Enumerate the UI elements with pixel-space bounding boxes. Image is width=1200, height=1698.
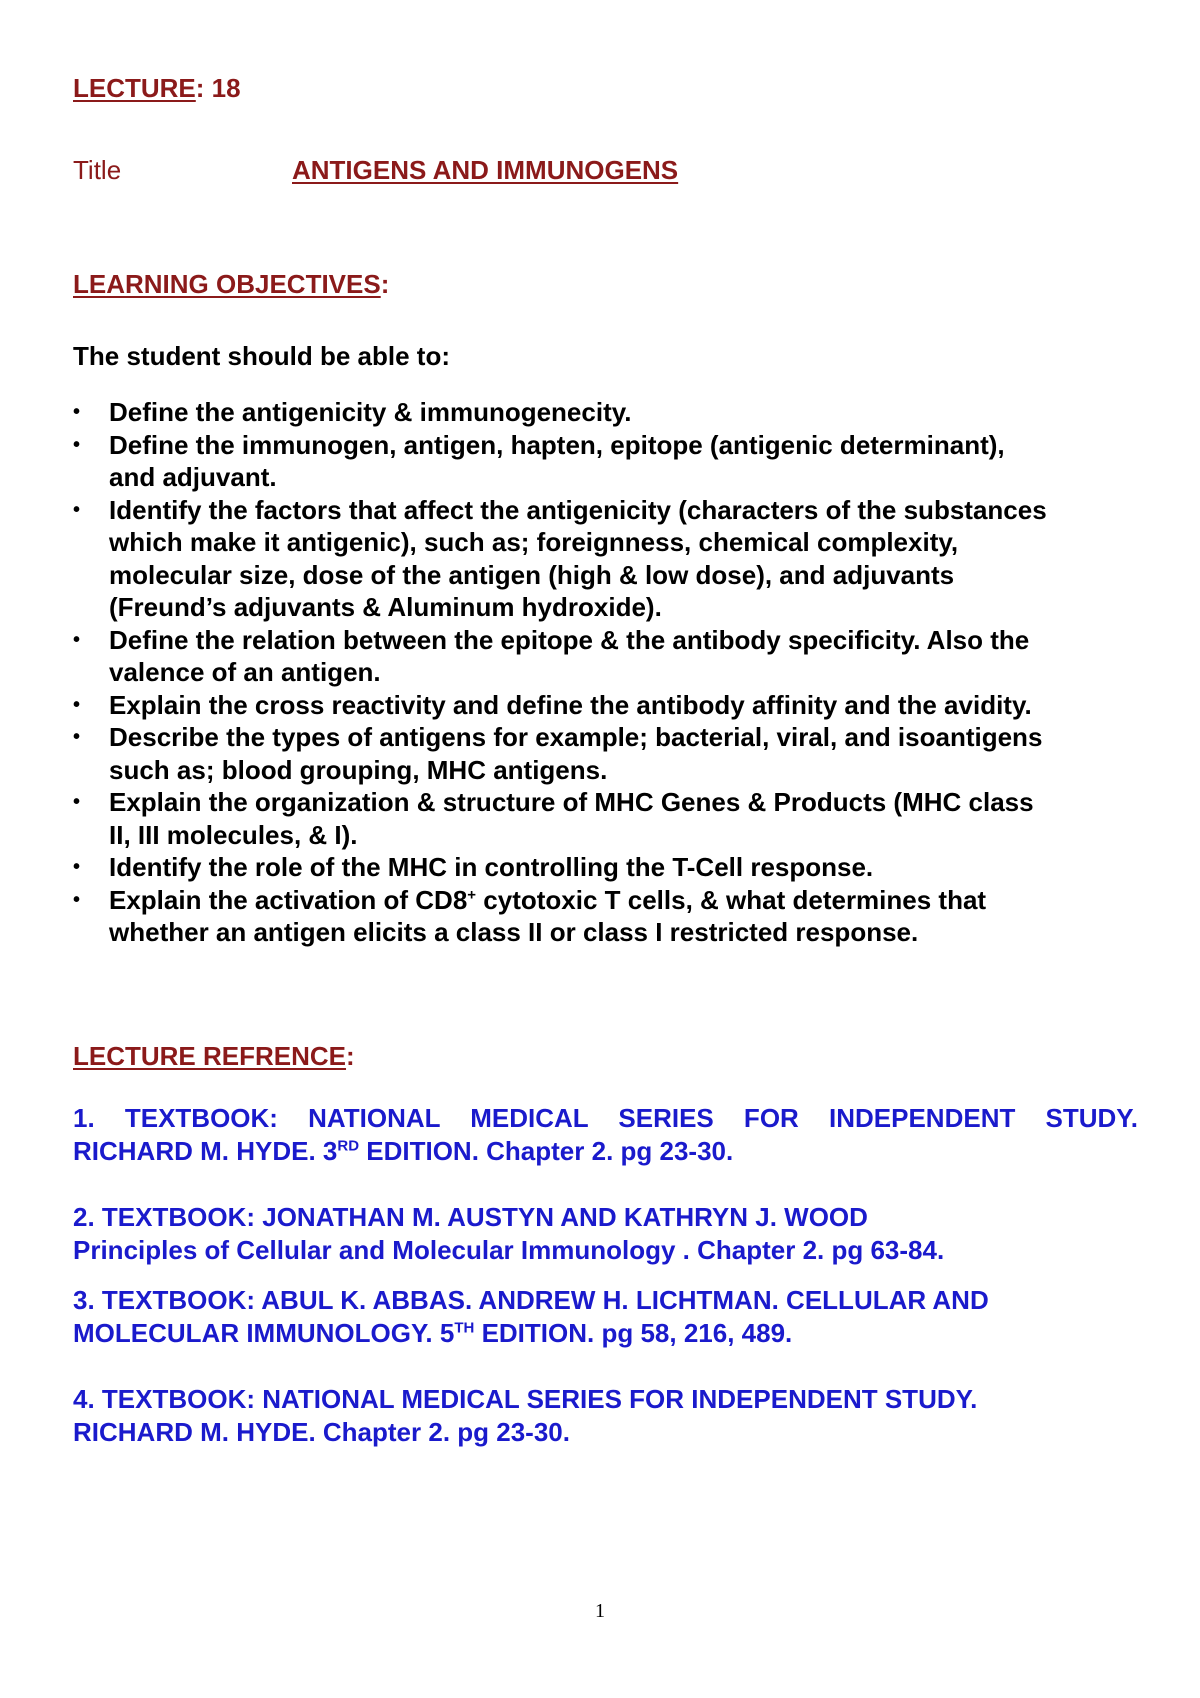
reference-text: EDITION. Chapter 2. pg 23-30.	[359, 1136, 734, 1166]
objective-item	[73, 786, 1153, 851]
reference-line	[73, 1135, 1138, 1168]
learning-objectives-heading-text: LEARNING OBJECTIVES	[73, 269, 381, 299]
bullet-icon: •	[73, 433, 81, 456]
lecture-separator: :	[195, 73, 205, 103]
superscript: +	[467, 885, 477, 903]
reference-text: EDITION. pg 58, 216, 489.	[474, 1318, 793, 1348]
reference-1	[73, 1102, 1138, 1168]
lecture-number-line	[73, 72, 241, 104]
learning-objectives-heading-colon: :	[380, 269, 390, 299]
reference-line: 2. TEXTBOOK: JONATHAN M. AUSTYN AND KATHRYN J. WOOD	[73, 1202, 868, 1232]
objective-text: valence of an antigen.	[109, 657, 381, 687]
objective-text: such as; blood grouping, MHC antigens.	[109, 754, 608, 785]
objective-text: whether an antigen elicits a class II or class I restricted response.	[109, 917, 919, 947]
reference-2	[73, 1201, 1138, 1267]
bullet-icon: •	[73, 726, 81, 748]
objective-text: Describe the types of antigens for example; bacterial, viral, and isoantigens	[109, 722, 1043, 752]
reference-line: 4. TEXTBOOK: NATIONAL MEDICAL SERIES FOR INDEPENDENT STUDY.	[73, 1384, 978, 1414]
superscript: RD	[337, 1137, 360, 1155]
objective-item	[73, 624, 1153, 689]
superscript: TH	[454, 1319, 475, 1337]
objective-item	[73, 396, 1153, 429]
reference-line: 3. TEXTBOOK: ABUL K. ABBAS. ANDREW H. LICHTMAN. CELLULAR AND	[73, 1285, 989, 1315]
learning-objectives-list	[73, 396, 1153, 949]
reference-4	[73, 1383, 1138, 1449]
objectives-intro: The student should be able to:	[73, 341, 450, 371]
objective-item	[73, 494, 1153, 624]
lecture-reference-heading-text: LECTURE REFRENCE	[73, 1041, 347, 1071]
objective-text: Identify the role of the MHC in controlling the T-Cell response.	[109, 852, 874, 882]
objective-text: and adjuvant.	[109, 462, 277, 492]
bullet-icon: •	[73, 693, 81, 716]
objective-item	[73, 721, 1153, 786]
lecture-reference-heading	[73, 1040, 355, 1072]
objective-text: Define the immunogen, antigen, hapten, epitope (antigenic determinant),	[109, 429, 1005, 460]
bullet-icon: •	[73, 856, 81, 878]
reference-3	[73, 1284, 1138, 1350]
lecture-title: ANTIGENS AND IMMUNOGENS	[292, 155, 679, 185]
bullet-icon: •	[73, 401, 81, 423]
page-number: 1	[595, 1600, 605, 1622]
title-label: Title	[73, 155, 122, 185]
learning-objectives-heading	[73, 268, 389, 300]
reference-line: 1. TEXTBOOK: NATIONAL MEDICAL SERIES FOR INDEPENDENT STUDY.	[73, 1103, 1138, 1133]
objective-text: Identify the factors that affect the antigenicity (characters of the substances	[109, 494, 1047, 525]
objective-text: molecular size, dose of the antigen (high & low dose), and adjuvants	[109, 559, 955, 590]
reference-line: RICHARD M. HYDE. Chapter 2. pg 23-30.	[73, 1417, 570, 1447]
bullet-icon: •	[73, 628, 81, 651]
reference-line: Principles of Cellular and Molecular Immunology . Chapter 2. pg 63-84.	[73, 1235, 945, 1265]
reference-text: RICHARD M. HYDE. 3	[73, 1136, 338, 1166]
objective-text: II, III molecules, & I).	[109, 819, 358, 850]
objective-text: Define the antigenicity & immunogenecity.	[109, 397, 632, 427]
reference-line	[73, 1317, 1138, 1350]
objective-item	[73, 884, 1153, 949]
objective-text: Define the relation between the epitope & the antibody specificity. Also the	[109, 624, 1030, 655]
lecture-reference-heading-colon: :	[346, 1041, 355, 1071]
objective-text: Explain the organization & structure of MHC Genes & Products (MHC class	[109, 787, 1034, 817]
bullet-icon: •	[73, 498, 81, 521]
lecture-number: 18	[204, 73, 241, 103]
objective-text: which make it antigenic), such as; foreignness, chemical complexity,	[109, 527, 959, 557]
objective-item	[73, 429, 1153, 494]
objective-text: Explain the activation of CD8	[109, 884, 468, 915]
lecture-label: LECTURE	[73, 73, 196, 103]
objective-text: cytotoxic T cells, & what determines that	[476, 884, 987, 915]
reference-text: MOLECULAR IMMUNOLOGY. 5	[73, 1318, 455, 1348]
bullet-icon: •	[73, 791, 81, 813]
objective-text: Explain the cross reactivity and define the antibody affinity and the avidity.	[109, 689, 1032, 720]
objective-item	[73, 851, 1153, 884]
objective-text: (Freund’s adjuvants & Aluminum hydroxide).	[109, 592, 662, 622]
objective-item	[73, 689, 1153, 722]
bullet-icon: •	[73, 888, 81, 911]
